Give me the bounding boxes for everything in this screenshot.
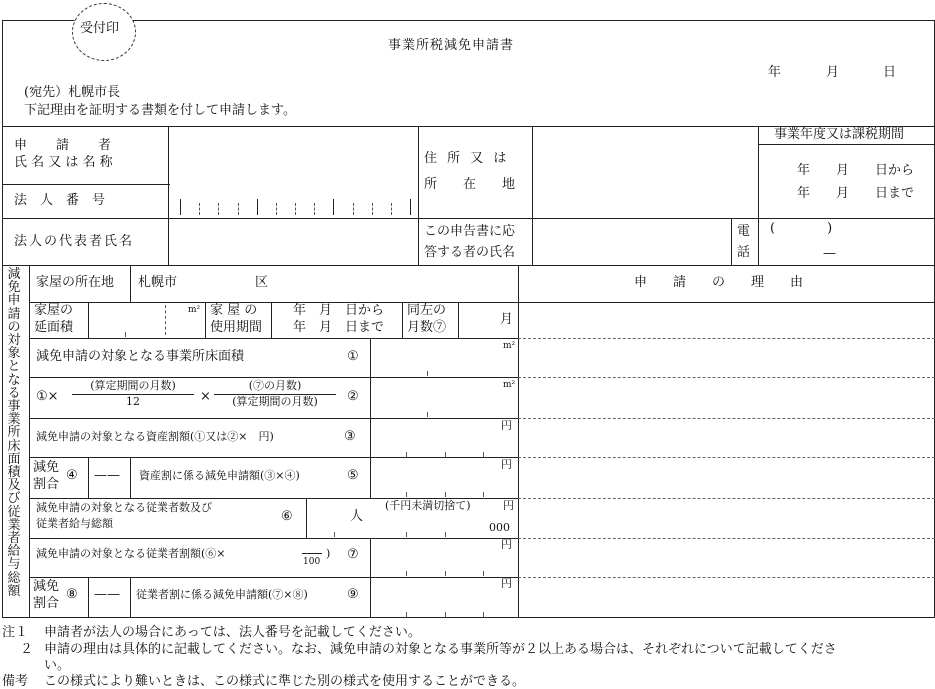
month-unit: 月	[500, 312, 514, 327]
row3-unit: 円	[501, 419, 512, 432]
date-month: 月	[826, 65, 840, 80]
row2-number: ②	[347, 389, 359, 404]
applicant-label: 申 請 者	[14, 138, 113, 153]
note1-head: 注１	[2, 625, 29, 640]
remark-text: この様式により難いときは、この様式に準じた別の様式を使用することができる。	[44, 674, 526, 689]
floor-area-label-1: 家屋の	[34, 303, 74, 318]
row1-label: 減免申請の対象となる事業所床面積	[36, 349, 245, 364]
row3-input[interactable]	[372, 419, 516, 456]
row1-number: ①	[347, 349, 359, 364]
row7-denominator: 100	[303, 557, 321, 567]
corp-number-digit-divider	[276, 203, 277, 215]
phone-label-line	[731, 218, 732, 265]
row6-label-1: 減免申請の対象となる従業者数及び	[36, 501, 212, 514]
row6-number: ⑥	[281, 509, 293, 524]
row7-close: )	[326, 547, 331, 560]
row4-input[interactable]	[89, 458, 129, 497]
row7-fraction-bar	[302, 553, 322, 554]
reason-header: 申 請 の 理 由	[634, 275, 804, 290]
phone-parens: ( )	[770, 221, 833, 236]
corp-number-digit-divider	[391, 203, 392, 215]
corp-number-digit-divider	[295, 203, 296, 215]
row8-dash: ——	[94, 587, 120, 602]
location-input[interactable]	[185, 267, 515, 300]
row6-employees-input[interactable]	[308, 499, 369, 537]
row2-input[interactable]	[372, 378, 516, 417]
row3-label: 減免申請の対象となる資産割額(①又は②× 円)	[36, 430, 274, 443]
row2-denominator-1: 12	[126, 394, 140, 408]
ward-label: 区	[255, 275, 269, 290]
row2-times: ×	[200, 389, 211, 404]
value-col-line	[370, 338, 371, 498]
row6-yen-unit: 円	[503, 499, 514, 512]
applicant-name-input[interactable]	[169, 127, 417, 183]
vertical-label-line	[29, 265, 30, 618]
row7-label: 減免申請の対象となる従業者割額(⑥×	[36, 547, 226, 560]
section-vertical-label: 減免申請の対象となる事業所床面積及び従業者給与総額	[7, 267, 21, 599]
name-bottom-line	[2, 184, 170, 185]
phone-input[interactable]	[759, 219, 934, 264]
corp-number-digit-divider	[180, 199, 181, 215]
row4-dash: ——	[94, 468, 120, 483]
row2-numerator-2	[249, 380, 302, 393]
corp-number-digit-divider	[333, 199, 334, 215]
row8-value-line	[130, 577, 131, 618]
date-year: 年	[768, 65, 782, 80]
row9-unit: 円	[501, 577, 512, 590]
corp-number-digit-divider	[199, 203, 200, 215]
row7-unit: 円	[501, 538, 512, 551]
row7-number: ⑦	[347, 547, 359, 562]
row5-unit: 円	[501, 458, 512, 471]
row8-input[interactable]	[89, 578, 129, 617]
phone-label-1: 電	[737, 224, 751, 239]
months-label-2: 月数⑦	[407, 320, 447, 335]
row4-rate-label-2: 割合	[33, 477, 60, 492]
phone-dash: —	[823, 246, 836, 261]
row2-denominator-2: (算定期間の月数)	[232, 394, 318, 408]
row5-input[interactable]	[372, 458, 516, 497]
city-label: 札幌市	[138, 275, 178, 290]
reason-textarea[interactable]	[519, 303, 934, 617]
row6-zeros: 000	[489, 521, 510, 534]
row2-unit: m²	[503, 380, 516, 390]
use-from: 年 月 日から	[293, 303, 385, 318]
remark-head: 備考	[2, 674, 29, 689]
corp-number-digit-divider	[353, 203, 354, 215]
intro-text: 下記理由を証明する書類を付して申請します。	[24, 103, 296, 118]
corp-number-digit-divider	[257, 199, 258, 215]
period-to: 年 月 日まで	[797, 186, 915, 201]
row8-number: ⑧	[66, 587, 78, 602]
months-input[interactable]	[459, 303, 517, 337]
note2-head: ２	[20, 642, 34, 657]
phone-label-2: 話	[737, 245, 751, 260]
corp-number-digit-divider	[410, 199, 411, 215]
row1-unit: m²	[503, 341, 516, 351]
row2-num2-text: ⑦の月数)	[253, 379, 302, 392]
row6-round-note: (千円未満切捨て)	[385, 499, 471, 512]
row3-number: ③	[344, 429, 356, 444]
row4-number: ④	[66, 468, 78, 483]
row4-rate-label-1: 減免	[33, 460, 60, 475]
row2-numerator-1: (算定期間の月数)	[90, 379, 176, 392]
use-period-label-1: 家 屋 の	[210, 303, 258, 318]
reception-stamp-label: 受付印	[80, 21, 120, 36]
row2-fraction-1	[72, 380, 194, 408]
applicant-name-label: 氏 名 又 は 名 称	[14, 155, 113, 170]
floor-area-label-2: 延面積	[34, 320, 74, 335]
section-top-line	[2, 265, 935, 266]
contact-name-input[interactable]	[533, 219, 733, 264]
row5-number: ⑤	[347, 468, 359, 483]
row6-salary-input[interactable]	[372, 514, 486, 537]
location-label-line	[130, 265, 131, 302]
value-col-line-lower	[370, 538, 371, 618]
months-label-line	[402, 302, 403, 338]
note2-text: 申請の理由は具体的に記載してください。なお、減免申請の対象となる事業所等が２以上ある場合は、それぞれについて記載してくださ	[44, 642, 837, 657]
use-to: 年 月 日まで	[293, 320, 385, 335]
row6-person-unit: 人	[350, 509, 364, 524]
address-col-line	[418, 126, 419, 265]
person-col-line	[306, 498, 307, 538]
row5-label: 資産割に係る減免申請額(③×④)	[139, 469, 300, 482]
period-title: 事業年度又は課税期間	[774, 127, 905, 142]
date-day: 日	[883, 65, 897, 80]
row1-input[interactable]	[372, 339, 516, 376]
row6-label-2: 従業者給与総額	[36, 517, 113, 530]
row9-number: ⑨	[347, 587, 359, 602]
address-label-1: 住 所 又 は	[424, 151, 510, 166]
note2-continued: い。	[44, 658, 71, 673]
representative-input[interactable]	[169, 219, 417, 264]
corp-number-boxes[interactable]	[168, 184, 418, 218]
corp-number-digit-divider	[372, 203, 373, 215]
row9-label: 従業者割に係る減免申請額(⑦×⑧)	[136, 588, 308, 601]
use-period-line	[205, 302, 206, 338]
row2-fraction-2	[214, 380, 336, 408]
floor-label-line	[88, 302, 89, 338]
row8-rate-label-2: 割合	[33, 596, 60, 611]
floor-area-input[interactable]	[90, 303, 203, 337]
row4-value-line	[130, 457, 131, 498]
address-label-2: 所 在 地	[424, 177, 516, 192]
address-input[interactable]	[533, 127, 757, 217]
corp-number-digit-divider	[218, 203, 219, 215]
floor-unit: m²	[188, 305, 201, 315]
house-location-label: 家屋の所在地	[36, 275, 115, 290]
corp-number-digit-divider	[238, 203, 239, 215]
corp-number-digit-divider	[314, 203, 315, 215]
note1-text: 申請者が法人の場合にあっては、法人番号を記載してください。	[44, 625, 421, 640]
corp-number-label: 法 人 番 号	[14, 193, 106, 208]
period-title-line	[758, 144, 935, 145]
row2-num2-open: (	[248, 379, 253, 392]
contact-label-2: 答する者の氏名	[424, 245, 516, 260]
row7-input[interactable]	[372, 539, 516, 576]
use-period-value-line	[271, 302, 272, 338]
contact-label-1: この申告書に応	[424, 224, 516, 239]
use-period-label-2: 使用期間	[210, 320, 263, 335]
row2-prefix: ①×	[36, 389, 59, 404]
row8-rate-label-1: 減免	[33, 579, 60, 594]
months-label-1: 同左の	[407, 303, 447, 318]
representative-label: 法人の代表者氏名	[14, 234, 135, 249]
period-from: 年 月 日から	[797, 163, 915, 178]
form-title: 事業所税減免申請書	[388, 38, 515, 53]
addressee: (宛先）札幌市長	[24, 85, 121, 100]
row9-input[interactable]	[372, 578, 516, 617]
